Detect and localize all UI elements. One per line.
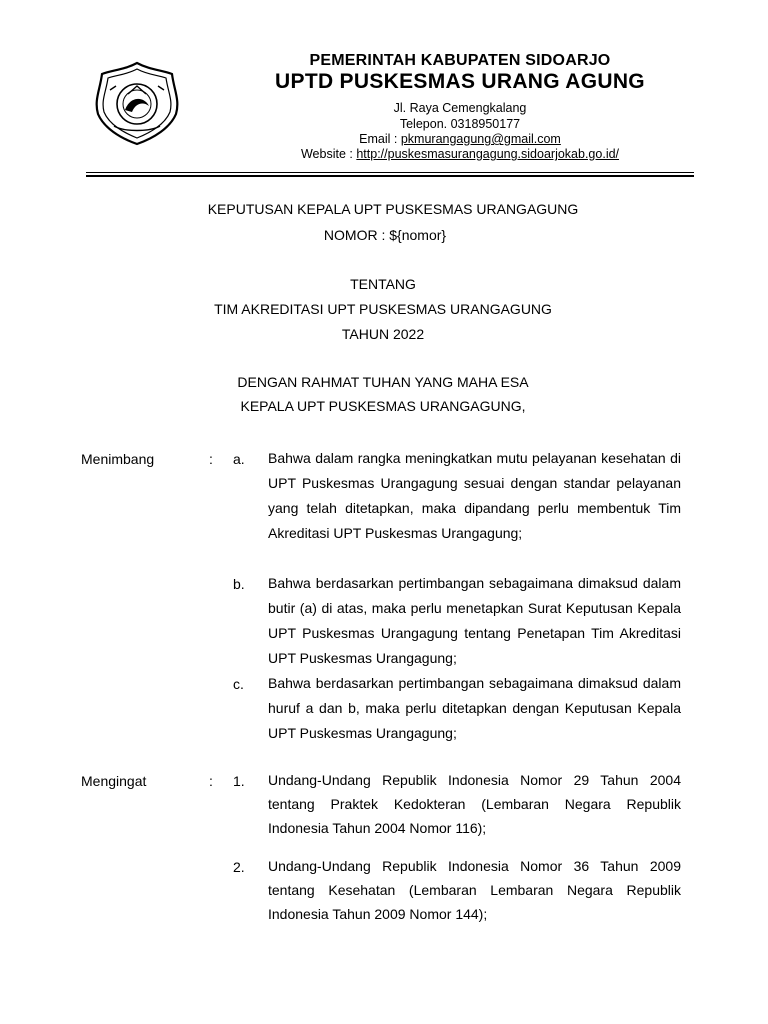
- decree-number: NOMOR : ${nomor}: [323, 227, 447, 243]
- decree-subject: TIM AKREDITASI UPT PUSKESMAS URANGAGUNG: [214, 301, 552, 317]
- office-website-row: [200, 147, 720, 161]
- head-title: KEPALA UPT PUSKESMAS URANGAGUNG,: [240, 398, 526, 414]
- mengingat-colon: :: [209, 773, 213, 789]
- mengingat-label: Mengingat: [81, 773, 147, 789]
- menimbang-colon: :: [209, 451, 213, 467]
- sidoarjo-regency-emblem-icon: [92, 60, 182, 146]
- menimbang-item-text: Bahwa berdasarkan pertimbangan sebagaimana dimaksud dalam huruf a dan b, maka perlu ditetapkan dengan Keputusan Kepala UPT Puskesmas Urangagung;: [268, 675, 681, 741]
- email-link[interactable]: pkmurangagung@gmail.com: [400, 132, 561, 146]
- menimbang-item-text: Bahwa berdasarkan pertimbangan sebagaimana dimaksud dalam butir (a) di atas, maka perlu menetapkan Surat Keputusan Kepala UPT Puskesmas Urangagung tentang Penetapan Tim Akreditasi UPT Puskesmas Urangagung;: [268, 575, 681, 666]
- menimbang-item-text: Bahwa dalam rangka meningkatkan mutu pelayanan kesehatan di UPT Puskesmas Urangagung sesuai dengan standar pelayanan yang telah ditetapkan, maka dipandang perlu membentuk Tim Akreditasi UPT Puskesmas Urangagung;: [268, 450, 681, 541]
- office-phone: Telepon. 0318950177: [399, 117, 521, 131]
- decree-title: KEPUTUSAN KEPALA UPT PUSKESMAS URANGAGUNG: [207, 201, 579, 217]
- letterhead-divider-thin: [86, 172, 694, 173]
- mengingat-item-text: Undang-Undang Republik Indonesia Nomor 36 Tahun 2009 tentang Kesehatan (Lembaran Lembaran Negara Republik Indonesia Tahun 2009 Nomor 144);: [268, 858, 681, 922]
- agency-name: PEMERINTAH KABUPATEN SIDOARJO: [309, 52, 611, 69]
- mengingat-item-text: Undang-Undang Republik Indonesia Nomor 29 Tahun 2004 tentang Praktek Kedokteran (Lembaran Negara Republik Indonesia Tahun 2004 Nomor 116);: [268, 772, 681, 836]
- decree-year: TAHUN 2022: [341, 326, 425, 342]
- website-link[interactable]: http://puskesmasurangagung.sidoarjokab.go.id/: [356, 147, 620, 161]
- letterhead-divider-thick: [86, 175, 694, 177]
- menimbang-item-marker: a.: [233, 451, 245, 467]
- office-name: UPTD PUSKESMAS URANG AGUNG: [275, 70, 645, 93]
- website-label: Website :: [300, 147, 357, 161]
- menimbang-item-marker: c.: [233, 676, 244, 692]
- mengingat-item-marker: 1.: [233, 773, 245, 789]
- blessing-line: DENGAN RAHMAT TUHAN YANG MAHA ESA: [237, 374, 529, 390]
- about-label: TENTANG: [350, 276, 416, 292]
- office-email-row: [200, 132, 720, 146]
- office-address: Jl. Raya Cemengkalang: [393, 101, 527, 115]
- menimbang-item-marker: b.: [233, 576, 245, 592]
- menimbang-label: Menimbang: [81, 451, 155, 467]
- email-label: Email :: [359, 132, 401, 146]
- mengingat-item-marker: 2.: [233, 859, 245, 875]
